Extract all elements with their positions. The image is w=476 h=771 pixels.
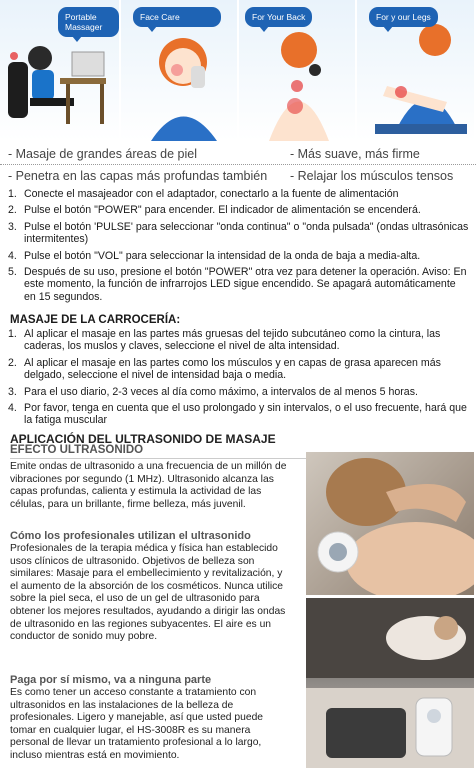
body-massage-list [8, 328, 470, 431]
feature-item: - Más suave, más firme [290, 147, 420, 161]
feature-item: - Relajar los músculos tensos [290, 169, 454, 183]
list-item: 3. Para el uso diario, 2-3 veces al día como máximo, a intervalos de al menos 5 horas. [8, 385, 418, 398]
usage-steps [8, 188, 470, 307]
section-heading: MASAJE DE LA CARROCERÍA: [10, 314, 181, 326]
section-subtitle: EFECTO ULTRASONIDO [10, 444, 144, 456]
panel-portable-massager [0, 0, 121, 141]
feature-item: - Penetra en las capas más profundas también [8, 169, 268, 183]
travel-photo [306, 598, 474, 768]
panel-for-your-back [239, 0, 357, 141]
list-item: 2. Pulse el botón "POWER" para encender. El indicador de alimentación se encenderá. [8, 204, 421, 217]
panel-face-care [121, 0, 239, 141]
paragraph-professionals: Profesionales de la terapia médica y física han establecido usos clínicos de ultrasonido. Objetivos de belleza son similares: Masaje para el embellecimiento y revitalización, y el aumento de la absorción de los cosméticos. Nunca utilice sobre la piel seca, el uso de un gel de ultrasonido para obtener los mejores resultados, ayudando a dirigir las ondas de ultrasonido en las regiones subyacentes. El aire es un conductor de sonido muy pobre. [10, 543, 286, 643]
section-title: APLICACIÓN DEL ULTRASONIDO DE MASAJE [10, 432, 276, 446]
label-for-your-legs: For y our Legs [369, 7, 438, 27]
features [0, 145, 476, 185]
list-item: 1. Conecte el masajeador con el adaptador, conectarlo a la fuente de alimentación [8, 188, 399, 200]
label-portable-massager: Portable Massager [58, 7, 119, 37]
panel-for-your-legs [357, 0, 476, 141]
list-item: 4. Por favor, tenga en cuenta que el uso prolongado y sin intervalos, o el uso frecuente, hará que la fatiga muscular [8, 402, 467, 427]
divider [0, 164, 476, 165]
list-item: 5. Después de su uso, presione el botón "POWER" otra vez para detener la operación. Aviso: En este momento, la función de infrarrojos LED sigue encendido. Se apagará automáticamente en 15 segundos. [8, 266, 467, 303]
neck-massage-photo [306, 452, 474, 595]
paragraph-effect: Emite ondas de ultrasonido a una frecuencia de un millón de vibraciones por segundo (1 MHz). Ultrasonido alcanza las capas profundas, calienta y estimula la actividad de las células, para un brillante, firme belleza, más juvenil. [10, 461, 287, 510]
label-for-your-back: For Your Back [245, 7, 312, 27]
list-item: 4. Pulse el botón "VOL" para seleccionar la intensidad de la onda de baja a media-alta. [8, 249, 421, 262]
photo-travel [306, 598, 474, 768]
subheading-professionals: Cómo los profesionales utilizan el ultrasonido [10, 530, 251, 542]
photo-neck-massage [306, 452, 474, 595]
illustration-strip [0, 0, 476, 141]
list-item: 2. Al aplicar el masaje en las partes como los músculos y en capas de grasa aparecen más delgado, seleccione el nivel de intensidad baja o media. [8, 356, 441, 382]
paragraph-anywhere: Es como tener un acceso constante a tratamiento con ultrasonidos en las instalaciones de la belleza de profesionales. Ligero y manejable, así que usted puede tomar en cualquier lugar, el HS-3008R es su manera personal de llevar un tratamiento profesional a lo largo, incluso mientras está en movimiento. [10, 687, 264, 761]
feature-item: - Masaje de grandes áreas de piel [8, 147, 198, 161]
list-item: 3. Pulse el botón 'PULSE' para seleccionar "onda continua" o "onda pulsada" (ondas ultrasónicas intermitentes) [8, 220, 469, 246]
divider [10, 458, 310, 459]
label-face-care: Face Care [133, 7, 221, 27]
subheading-anywhere: Paga por sí mismo, va a ninguna parte [10, 674, 212, 686]
list-item: 1. Al aplicar el masaje en las partes más gruesas del tejido subcutáneo como la cintura, las caderas, los muslos y claves, seleccione el nivel de alta intensidad. [8, 328, 441, 353]
